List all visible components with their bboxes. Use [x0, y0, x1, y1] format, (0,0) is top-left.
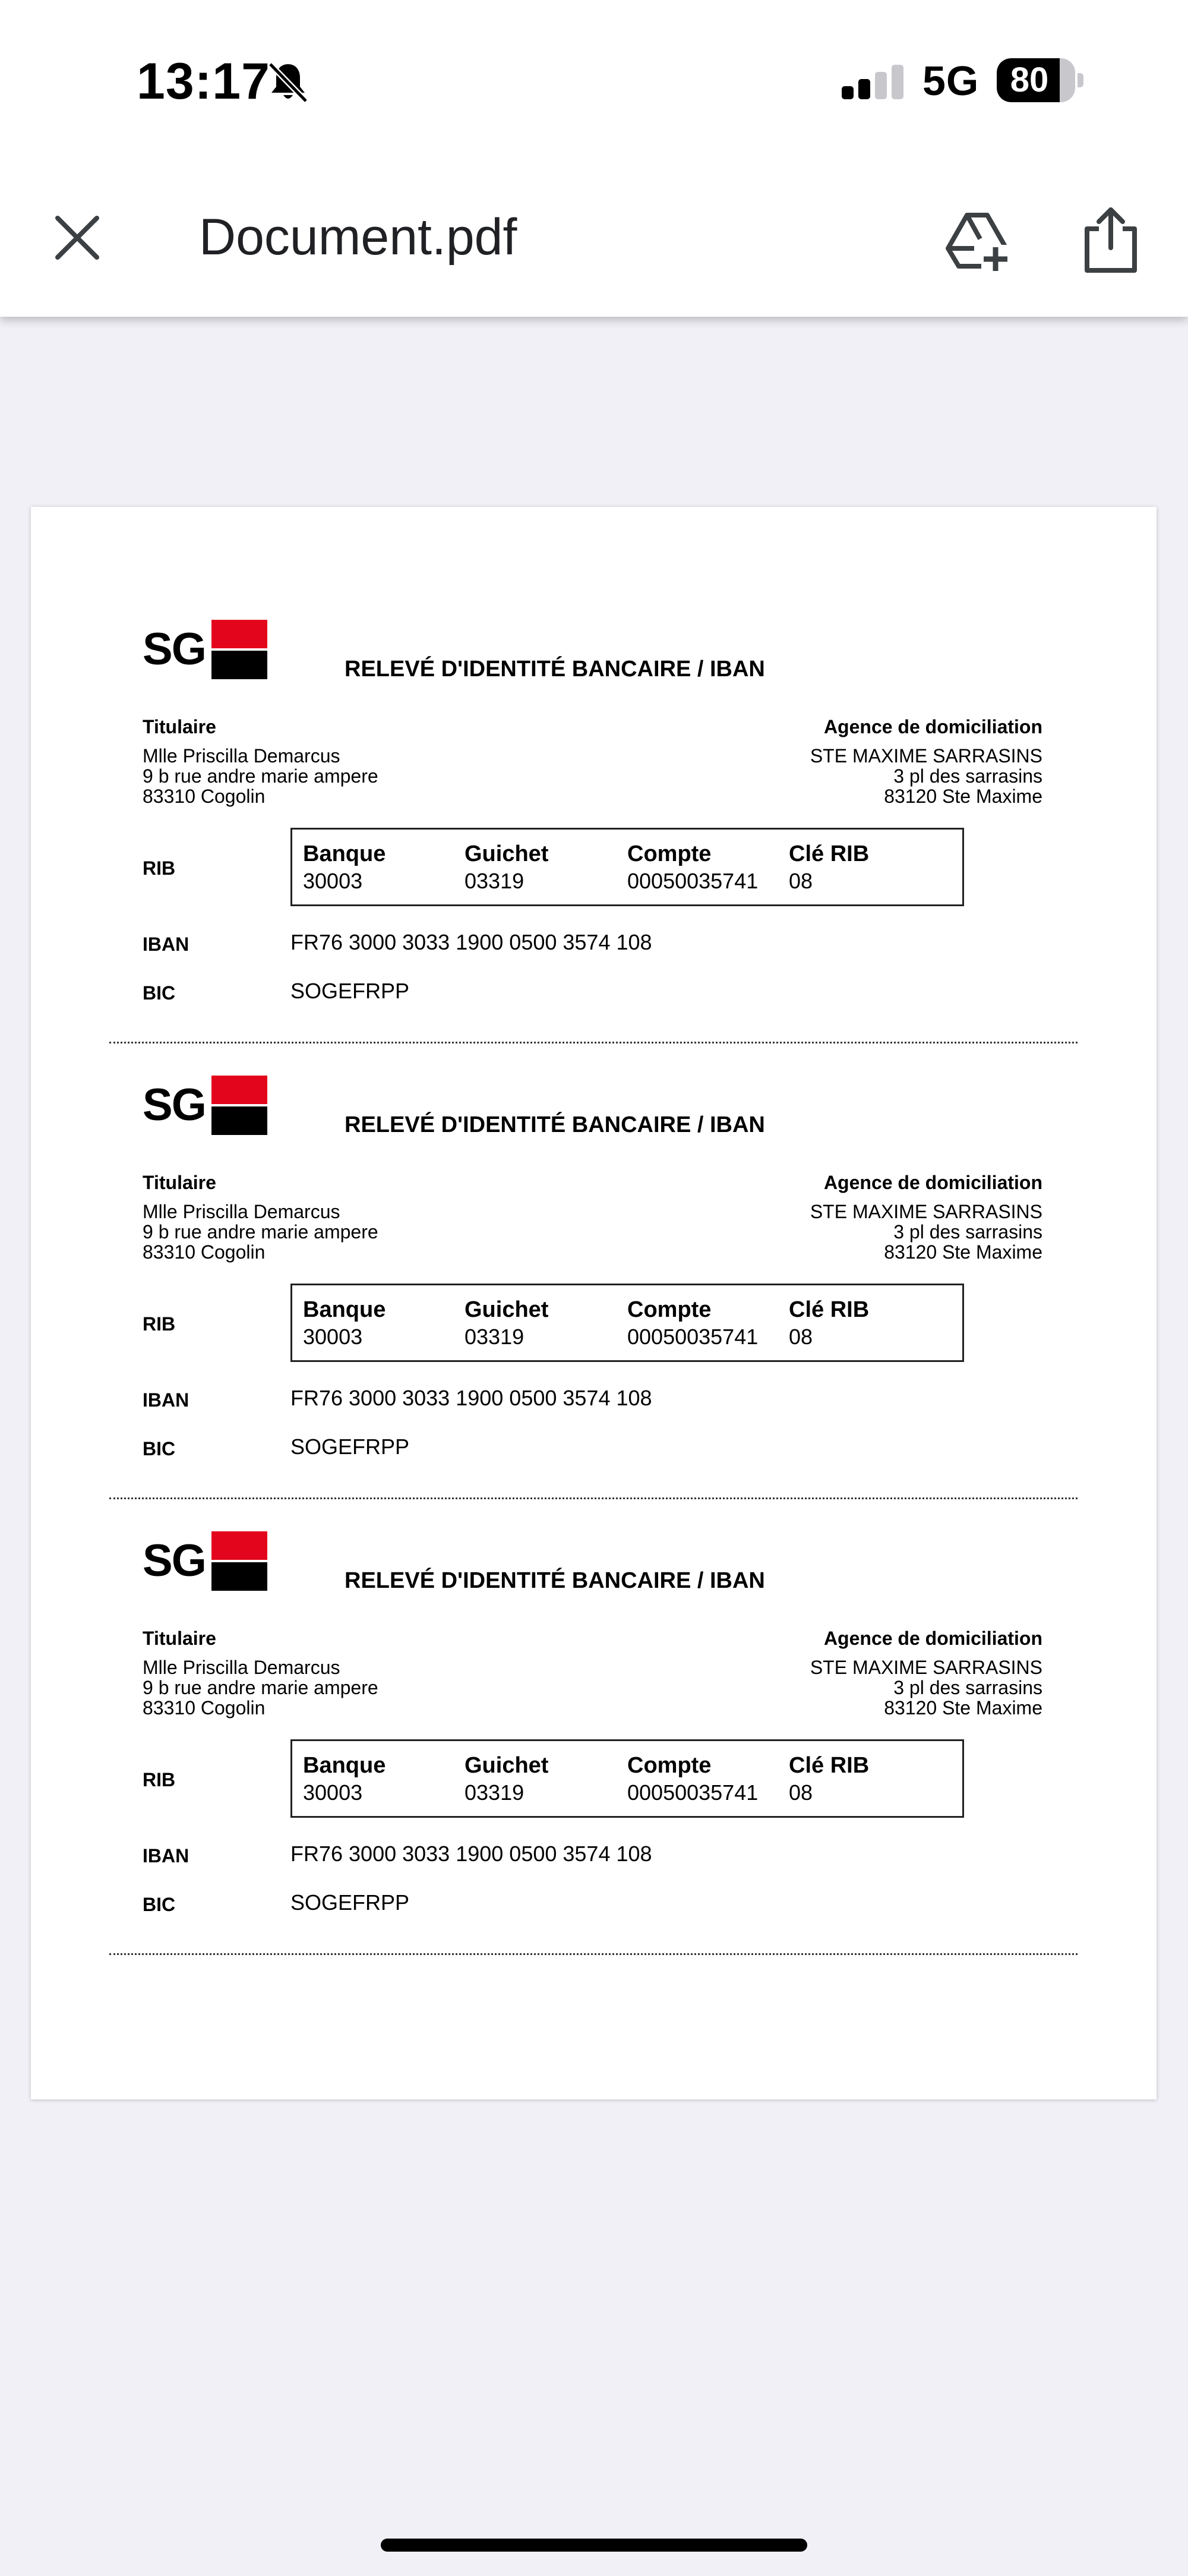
add-to-drive-icon[interactable] — [944, 208, 1010, 273]
agence-city: 83120 Ste Maxime — [884, 786, 1042, 807]
agence-address: 3 pl des sarrasins — [893, 1221, 1042, 1243]
banque-label: Banque — [303, 1753, 386, 1778]
rib-title: RELEVÉ D'IDENTITÉ BANCAIRE / IBAN — [345, 657, 765, 682]
holder-address: 9 b rue andre marie ampere — [143, 765, 378, 787]
cle-label: Clé RIB — [789, 1297, 870, 1322]
guichet-label: Guichet — [465, 1297, 549, 1322]
status-time: 13:17 — [137, 53, 270, 110]
holder-address: 9 b rue andre marie ampere — [143, 1677, 378, 1698]
compte-value: 00050035741 — [627, 1780, 759, 1805]
rib-table — [290, 828, 964, 906]
titulaire-label: Titulaire — [143, 1172, 216, 1193]
iban-value: FR76 3000 3033 1900 0500 3574 108 — [290, 1842, 652, 1866]
rib-title: RELEVÉ D'IDENTITÉ BANCAIRE / IBAN — [345, 1112, 765, 1137]
holder-name: Mlle Priscilla Demarcus — [143, 1657, 340, 1678]
divider — [109, 1953, 1078, 1955]
banque-value: 30003 — [303, 869, 363, 893]
holder-city: 83310 Cogolin — [143, 786, 266, 807]
pdf-page — [31, 507, 1157, 2099]
banque-value: 30003 — [303, 1780, 363, 1805]
battery-indicator — [997, 58, 1086, 102]
guichet-value: 03319 — [465, 1325, 525, 1349]
cle-value: 08 — [789, 869, 813, 893]
iban-label: IBAN — [143, 1845, 189, 1866]
network-type: 5G — [922, 58, 980, 104]
bic-value: SOGEFRPP — [290, 979, 410, 1003]
guichet-value: 03319 — [465, 869, 525, 893]
rib-label: RIB — [143, 1769, 176, 1790]
compte-value: 00050035741 — [627, 1325, 759, 1349]
compte-value: 00050035741 — [627, 869, 759, 893]
agence-address: 3 pl des sarrasins — [893, 765, 1042, 787]
iban-value: FR76 3000 3033 1900 0500 3574 108 — [290, 930, 652, 954]
iban-value: FR76 3000 3033 1900 0500 3574 108 — [290, 1386, 652, 1410]
holder-name: Mlle Priscilla Demarcus — [143, 745, 340, 767]
top-bar — [0, 0, 1188, 317]
agence-label: Agence de domiciliation — [823, 1172, 1042, 1193]
agence-city: 83120 Ste Maxime — [884, 1241, 1042, 1263]
close-icon[interactable] — [50, 211, 104, 264]
bic-value: SOGEFRPP — [290, 1890, 410, 1915]
iban-label: IBAN — [143, 1389, 189, 1411]
holder-name: Mlle Priscilla Demarcus — [143, 1201, 340, 1222]
rib-section — [31, 507, 1157, 1004]
holder-city: 83310 Cogolin — [143, 1241, 266, 1263]
agence-name: STE MAXIME SARRASINS — [810, 745, 1042, 767]
agence-city: 83120 Ste Maxime — [884, 1697, 1042, 1719]
iban-label: IBAN — [143, 934, 189, 955]
home-indicator[interactable] — [381, 2539, 807, 2552]
banque-label: Banque — [303, 1297, 386, 1322]
agence-name: STE MAXIME SARRASINS — [810, 1201, 1042, 1222]
sg-logo: SG — [143, 1531, 273, 1591]
rib-label: RIB — [143, 1313, 176, 1335]
banque-value: 30003 — [303, 1325, 363, 1349]
cle-value: 08 — [789, 1325, 813, 1349]
agence-label: Agence de domiciliation — [823, 716, 1042, 737]
bic-value: SOGEFRPP — [290, 1434, 410, 1459]
agence-name: STE MAXIME SARRASINS — [810, 1657, 1042, 1678]
rib-table — [290, 1739, 964, 1818]
bic-label: BIC — [143, 1438, 176, 1459]
battery-percent: 80 — [1010, 61, 1049, 99]
document-title: Document.pdf — [199, 209, 517, 266]
titulaire-label: Titulaire — [143, 716, 216, 737]
sg-logo: SG — [143, 620, 273, 679]
compte-label: Compte — [627, 1297, 712, 1322]
rib-section — [31, 1418, 1157, 1915]
rib-label: RIB — [143, 857, 176, 879]
rib-section — [31, 963, 1157, 1459]
holder-city: 83310 Cogolin — [143, 1697, 266, 1719]
rib-table — [290, 1284, 964, 1362]
agence-address: 3 pl des sarrasins — [893, 1677, 1042, 1698]
guichet-label: Guichet — [465, 841, 549, 866]
cellular-signal-icon — [841, 62, 906, 104]
guichet-value: 03319 — [465, 1780, 525, 1805]
banque-label: Banque — [303, 841, 386, 866]
sg-logo: SG — [143, 1076, 273, 1135]
bic-label: BIC — [143, 1894, 176, 1915]
compte-label: Compte — [627, 841, 712, 866]
rib-title: RELEVÉ D'IDENTITÉ BANCAIRE / IBAN — [345, 1568, 765, 1593]
bic-label: BIC — [143, 982, 176, 1004]
titulaire-label: Titulaire — [143, 1628, 216, 1649]
holder-address: 9 b rue andre marie ampere — [143, 1221, 378, 1243]
share-icon[interactable] — [1081, 205, 1140, 273]
agence-label: Agence de domiciliation — [823, 1628, 1042, 1649]
cle-label: Clé RIB — [789, 841, 870, 866]
cle-value: 08 — [789, 1780, 813, 1805]
guichet-label: Guichet — [465, 1753, 549, 1778]
bell-muted-icon — [264, 58, 312, 106]
cle-label: Clé RIB — [789, 1753, 870, 1778]
compte-label: Compte — [627, 1753, 712, 1778]
